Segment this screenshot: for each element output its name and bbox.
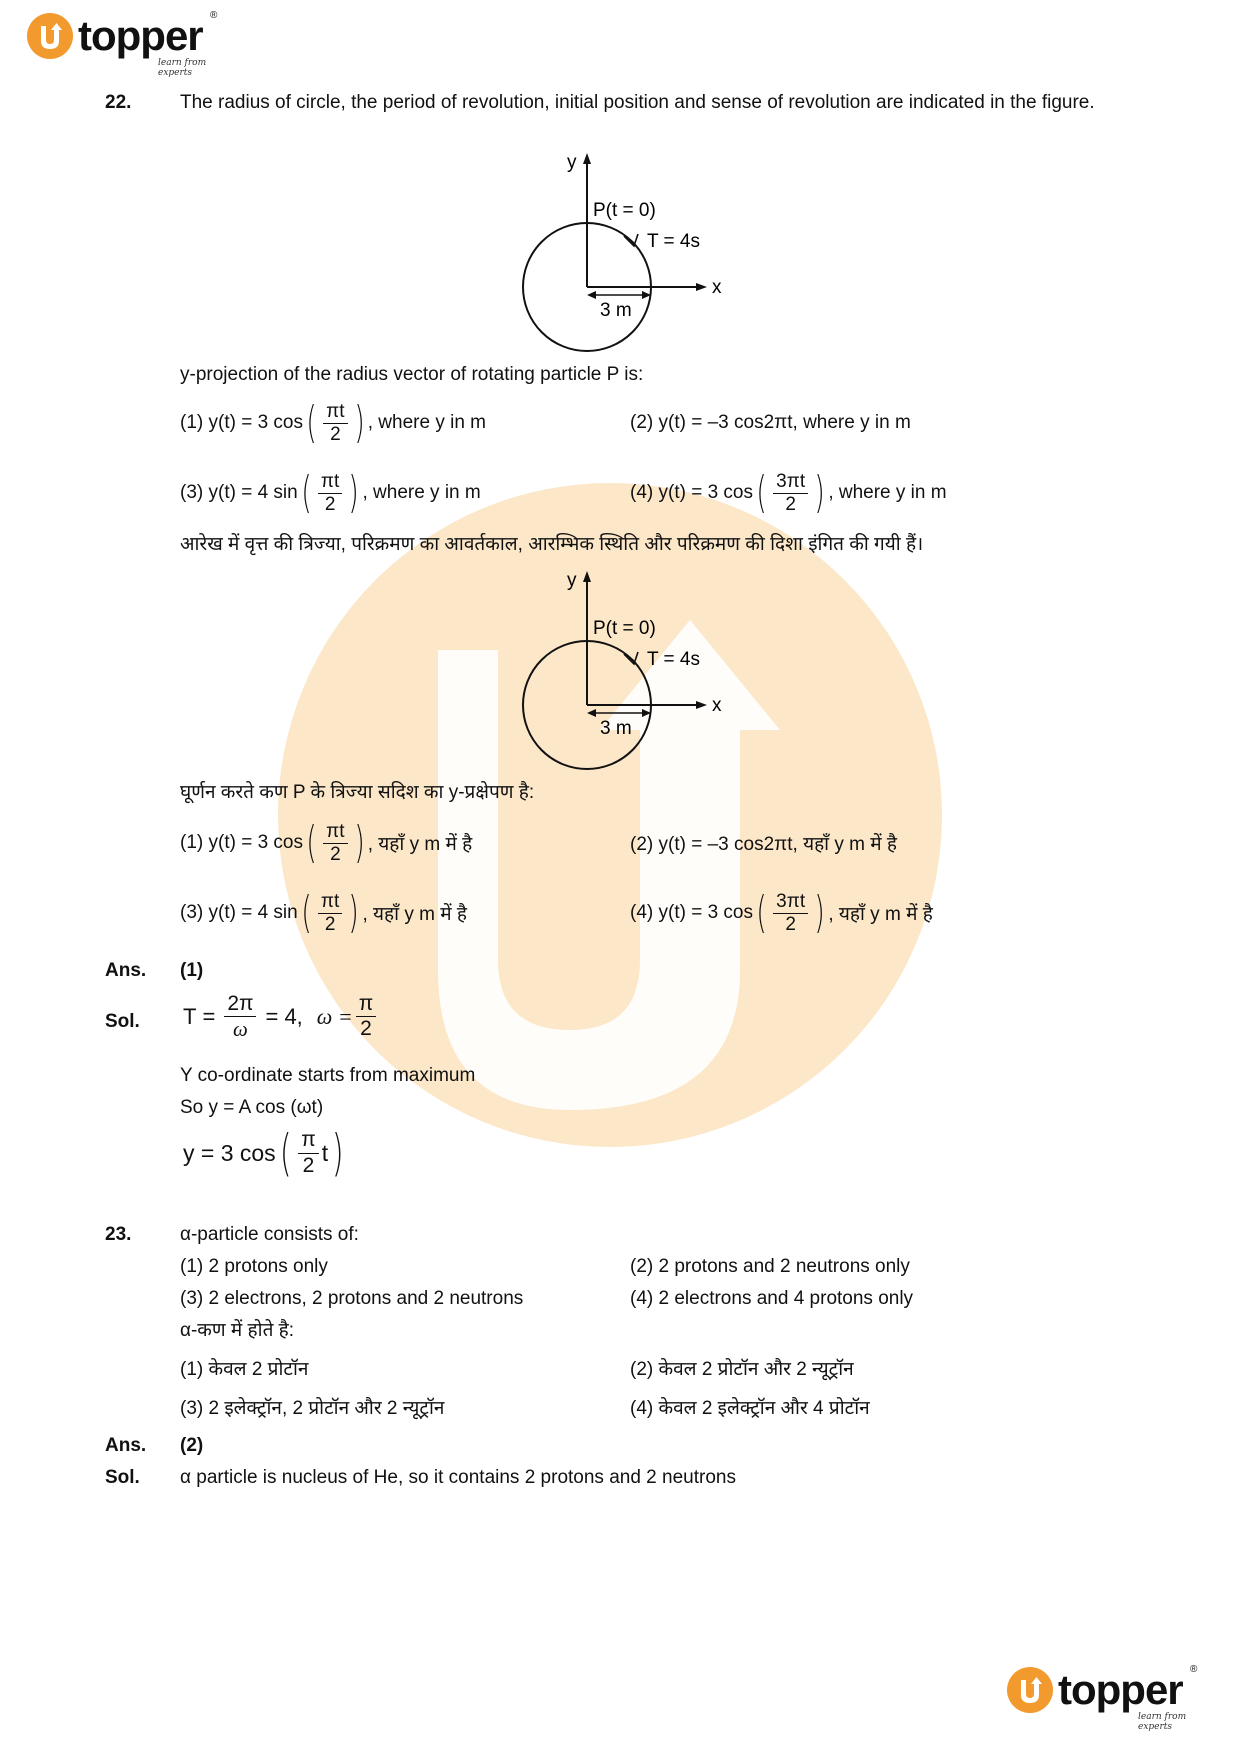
- footer-logo: [1006, 1664, 1206, 1732]
- q23-option-3-hindi[interactable]: (3) 2 इलेक्ट्रॉन, 2 प्रोटॉन और 2 न्यूट्रॉन: [180, 1398, 445, 1419]
- q22-sol-line1: Y co-ordinate starts from maximum: [180, 1065, 476, 1086]
- q22-option-4-hindi[interactable]: (4) y(t) = 3 cos ( $\frac{3\pi t}{2}$ ) , यहाँ y m में है: [630, 887, 933, 938]
- q23-sol-label: Sol.: [105, 1467, 140, 1488]
- q22-option-3-hindi[interactable]: (3) y(t) = 4 sin ( $\frac{\pi t}{2}$ ) , यहाँ y m में है: [180, 887, 467, 938]
- q23-option-4[interactable]: (4) 2 electrons and 4 protons only: [630, 1288, 914, 1309]
- q22-figure-hindi: [500, 568, 760, 778]
- radius-label-2: 3 m: [600, 718, 632, 739]
- q23-number: 23.: [105, 1224, 132, 1245]
- q23-stem: α-particle consists of:: [180, 1224, 359, 1245]
- q23-sol-text: α particle is nucleus of He, so it contains 2 protons and 2 neutrons: [180, 1467, 736, 1488]
- q22-ans-label: Ans.: [105, 960, 147, 981]
- y-axis-label: y: [567, 152, 577, 173]
- y-axis-label-2: y: [567, 570, 577, 591]
- q22-option-1[interactable]: (1) y(t) = 3 cos ( $\frac{\pi t}{2}$ ) , where y in m: [180, 397, 486, 448]
- q22-stem-hindi: आरेख में वृत्त की त्रिज्या, परिक्रमण का आवर्तकाल, आरम्भिक स्थिति और परिक्रमण की दिशा इंगित की गयी हैं।: [180, 534, 924, 555]
- q22-option-2[interactable]: (2) y(t) = –3 cos2πt, where y in m: [630, 412, 911, 433]
- q22-option-4[interactable]: (4) y(t) = 3 cos ( $\frac{3\pi t}{2}$ ) , where y in m: [630, 467, 947, 518]
- q23-stem-hindi: α-कण में होते है:: [180, 1320, 295, 1341]
- q23-option-2[interactable]: (2) 2 protons and 2 neutrons only: [630, 1256, 910, 1277]
- q22-sol-label: Sol.: [105, 1011, 140, 1032]
- q23-ans-label: Ans.: [105, 1435, 147, 1456]
- q23-option-4-hindi[interactable]: (4) केवल 2 इलेक्ट्रॉन और 4 प्रोटॉन: [630, 1398, 870, 1419]
- q22-ans-value: (1): [180, 960, 204, 981]
- topper-mark-icon-footer: [1006, 1666, 1054, 1714]
- x-axis-label: x: [712, 277, 722, 298]
- y-axis-arrow: [583, 153, 591, 164]
- registered-mark: ®: [210, 10, 218, 21]
- q22-stem: The radius of circle, the period of revolution, initial position and sense of revolution are indicated in the figure.: [180, 92, 1095, 113]
- q23-option-1[interactable]: (1) 2 protons only: [180, 1256, 328, 1277]
- q22-figure-english: [500, 150, 760, 360]
- q23-option-2-hindi[interactable]: (2) केवल 2 प्रोटॉन और 2 न्यूट्रॉन: [630, 1359, 854, 1380]
- p-label: P(t = 0): [593, 200, 656, 221]
- q23-option-3[interactable]: (3) 2 electrons, 2 protons and 2 neutrons: [180, 1288, 524, 1309]
- q22-number: 22.: [105, 92, 132, 113]
- q22-option-1-hindi[interactable]: (1) y(t) = 3 cos ( $\frac{\pi t}{2}$ ) , यहाँ y m में है: [180, 817, 473, 868]
- header-logo: [26, 10, 226, 78]
- q22-sol-line2: So y = A cos (ωt): [180, 1097, 324, 1118]
- x-axis-label-2: x: [712, 695, 722, 716]
- q23-option-1-hindi[interactable]: (1) केवल 2 प्रोटॉन: [180, 1359, 309, 1380]
- brand-name: topper: [78, 12, 203, 59]
- q22-sol-final: y = 3 cos ( $\frac{\pi}{2}$ t ): [183, 1124, 344, 1182]
- q22-sol-equation: T = $\frac{2\pi}{\omega}$ = 4, ω = $\frac{\pi}{2}$: [183, 992, 379, 1041]
- q22-option-2-hindi[interactable]: (2) y(t) = –3 cos2πt, यहाँ y m में है: [630, 834, 898, 855]
- q22-prompt-hindi: घूर्णन करते कण P के त्रिज्या सदिश का y-प्रक्षेपण है:: [180, 782, 535, 803]
- period-label-2: T = 4s: [647, 649, 700, 670]
- radius-arrow-left: [587, 291, 596, 299]
- radius-label: 3 m: [600, 300, 632, 321]
- registered-mark-footer: ®: [1190, 1664, 1198, 1675]
- q22-option-3[interactable]: (3) y(t) = 4 sin ( $\frac{\pi t}{2}$ ) , where y in m: [180, 467, 481, 518]
- q23-ans-value: (2): [180, 1435, 204, 1456]
- topper-mark-icon: [26, 12, 74, 60]
- brand-tagline: learn from experts: [158, 58, 207, 78]
- brand-name-footer: topper: [1058, 1666, 1183, 1713]
- p-label-2: P(t = 0): [593, 618, 656, 639]
- brand-tagline-footer: learn from experts: [1138, 1712, 1187, 1732]
- period-label: T = 4s: [647, 231, 700, 252]
- x-axis-arrow: [696, 283, 707, 291]
- q22-prompt: y-projection of the radius vector of rotating particle P is:: [180, 364, 644, 385]
